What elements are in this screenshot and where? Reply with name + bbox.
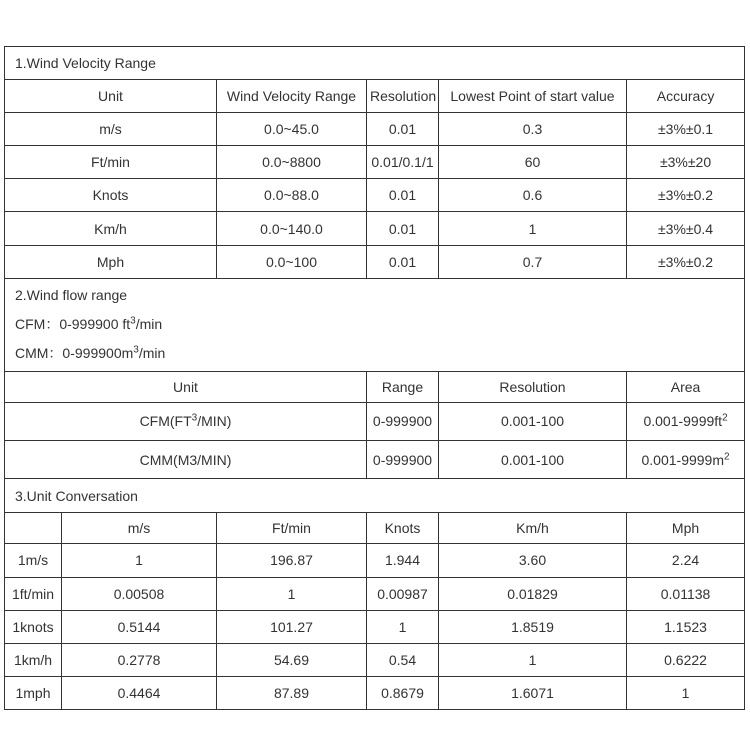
table-row [5,245,745,278]
table-row [5,610,745,643]
table-cell: 1 [367,610,439,643]
table-cell: 0.001-100 [439,402,627,440]
table-cell: 1 [217,577,367,610]
unit-exponent: 3 [191,412,198,424]
row-label: 1km/h [5,643,62,676]
table-header-row [5,371,745,402]
cfm-range-text: CFM：0-999900 ft [15,316,131,333]
table-cell: 0.01 [367,113,439,146]
table-cell: 0.01 [367,179,439,212]
table-cell: ±3%±0.2 [627,245,745,278]
header-cell: Unit [5,371,367,402]
table-cell: 0.6222 [627,643,745,676]
table-cell: Km/h [5,212,217,245]
header-cell: Resolution [367,80,439,113]
header-cell: m/s [62,513,217,544]
table-cell: ±3%±0.1 [627,113,745,146]
table-cell: 0.01829 [439,577,627,610]
table-row [5,441,745,479]
cmm-range-exponent: 3 [133,344,139,356]
table-cell: 101.27 [217,610,367,643]
header-cell: Resolution [439,371,627,402]
table-cell: 0.01138 [627,577,745,610]
table-cell: 0.3 [439,113,627,146]
table-cell: 0.001-100 [439,441,627,479]
table-cell: 54.69 [217,643,367,676]
section-title-unit-conversion: 3.Unit Conversation [5,479,745,513]
area-exponent: 2 [724,450,730,462]
area-text: 0.001-9999ft [643,413,723,430]
table-cell: 0.0~140.0 [217,212,367,245]
table-cell: 0.0~8800 [217,146,367,179]
table-cell: 2.24 [627,544,745,577]
cmm-range-text: CMM：0-999900m [15,345,134,362]
table-row [5,212,745,245]
table-cell: 0.54 [367,643,439,676]
table-cell: 0.7 [439,245,627,278]
table-cell [5,402,367,440]
table-cell: 0.00508 [62,577,217,610]
area-text: 0.001-9999m [641,451,725,468]
table-cell: CMM(M3/MIN) [5,441,367,479]
row-label: 1knots [5,610,62,643]
table-row [5,402,745,440]
table-cell [627,402,745,440]
row-label: 1ft/min [5,577,62,610]
table-cell: 0.0~45.0 [217,113,367,146]
table-row [5,113,745,146]
table-cell: 60 [439,146,627,179]
table-cell: 0.0~88.0 [217,179,367,212]
section-title-wind-velocity: 1.Wind Velocity Range [5,47,745,80]
header-cell: Unit [5,80,217,113]
wind-flow-info [5,278,745,371]
table-cell: 1.1523 [627,610,745,643]
table-row [5,676,745,709]
cmm-range-line [15,339,741,368]
area-exponent: 2 [722,412,728,424]
header-cell: Lowest Point of start value [439,80,627,113]
table-row [5,643,745,676]
table-cell: Mph [5,245,217,278]
unit-text: CFM(FT [139,413,192,430]
table-cell: 3.60 [439,544,627,577]
table-cell: 0.0~100 [217,245,367,278]
table-cell: 1.8519 [439,610,627,643]
cfm-range-exponent: 3 [130,315,136,327]
table-cell: 0.5144 [62,610,217,643]
table-cell: ±3%±0.4 [627,212,745,245]
table-cell: 1.6071 [439,676,627,709]
table-cell: 0.2778 [62,643,217,676]
header-cell: Wind Velocity Range [217,80,367,113]
header-cell [5,513,62,544]
table-cell: 87.89 [217,676,367,709]
table-cell: Knots [5,179,217,212]
table-cell: 1 [627,676,745,709]
table-cell: 0.6 [439,179,627,212]
header-cell: Mph [627,513,745,544]
header-cell: Accuracy [627,80,745,113]
table-row [5,146,745,179]
cfm-range-unit: /min [135,316,163,333]
table-cell: 0.01 [367,245,439,278]
unit-suffix: /MIN) [197,413,232,430]
table-cell: 1.944 [367,544,439,577]
table-cell: 0.01 [367,212,439,245]
header-cell: Ft/min [217,513,367,544]
table-cell: m/s [5,113,217,146]
table-cell: 0.00987 [367,577,439,610]
table-cell: ±3%±20 [627,146,745,179]
table-header-row [5,513,745,544]
table-cell: 1 [439,212,627,245]
table-cell: Ft/min [5,146,217,179]
table-row [5,179,745,212]
section-title-wind-flow: 2.Wind flow range [15,287,128,304]
row-label: 1mph [5,676,62,709]
header-cell: Km/h [439,513,627,544]
header-cell: Range [367,371,439,402]
table-cell: 0-999900 [367,402,439,440]
table-cell: 196.87 [217,544,367,577]
table-row [5,577,745,610]
table-cell: 1 [62,544,217,577]
table-cell [627,441,745,479]
row-label: 1m/s [5,544,62,577]
table-cell: ±3%±0.2 [627,179,745,212]
cmm-range-unit: /min [138,345,166,362]
table-header-row [5,80,745,113]
cfm-range-line [15,310,741,339]
table-cell: 0.01/0.1/1 [367,146,439,179]
table-cell: 0-999900 [367,441,439,479]
table-row [5,544,745,577]
table-cell: 0.8679 [367,676,439,709]
table-cell: 1 [439,643,627,676]
header-cell: Area [627,371,745,402]
anemometer-spec-table [4,46,745,710]
table-cell: 0.4464 [62,676,217,709]
header-cell: Knots [367,513,439,544]
